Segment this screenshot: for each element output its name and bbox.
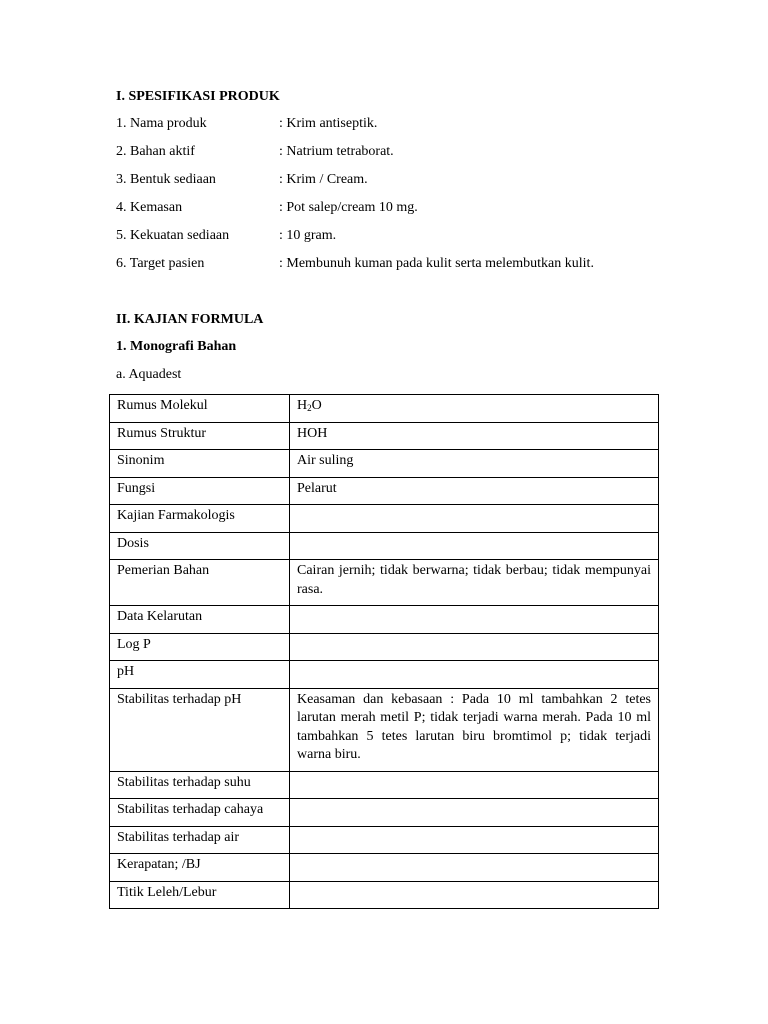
table-row xyxy=(110,771,659,799)
row-value: Pelarut xyxy=(290,477,659,505)
monograph-table xyxy=(109,394,659,909)
row-label: Rumus Molekul xyxy=(110,395,290,423)
row-label: Stabilitas terhadap suhu xyxy=(110,771,290,799)
row-value xyxy=(290,799,659,827)
row-label: Pemerian Bahan xyxy=(110,560,290,606)
row-value xyxy=(290,881,659,909)
spec-value: : Krim antiseptik. xyxy=(279,116,378,131)
table-row xyxy=(110,826,659,854)
spec-label: 5. Kekuatan sediaan xyxy=(116,228,230,243)
row-label: Stabilitas terhadap cahaya xyxy=(110,799,290,827)
row-value xyxy=(290,771,659,799)
section-title-kajian-formula: II. KAJIAN FORMULA xyxy=(116,312,264,327)
spec-value: : 10 gram. xyxy=(279,228,337,243)
row-value xyxy=(290,661,659,689)
row-value-formula xyxy=(290,395,659,423)
row-value xyxy=(290,606,659,634)
material-name: a. Aquadest xyxy=(116,367,182,382)
spec-value: : Krim / Cream. xyxy=(279,172,368,187)
row-label: Dosis xyxy=(110,532,290,560)
table-row xyxy=(110,450,659,478)
row-label: Titik Leleh/Lebur xyxy=(110,881,290,909)
table-row xyxy=(110,633,659,661)
table-row xyxy=(110,505,659,533)
spec-label: 1. Nama produk xyxy=(116,116,207,131)
spec-label: 3. Bentuk sediaan xyxy=(116,172,216,187)
spec-label: 6. Target pasien xyxy=(116,256,205,271)
row-label: Kerapatan; /BJ xyxy=(110,854,290,882)
spec-value: : Membunuh kuman pada kulit serta melembutkan kulit. xyxy=(279,256,594,271)
row-value xyxy=(290,854,659,882)
table-row xyxy=(110,477,659,505)
spec-label: 2. Bahan aktif xyxy=(116,144,195,159)
row-label: Stabilitas terhadap pH xyxy=(110,688,290,771)
row-label: Sinonim xyxy=(110,450,290,478)
spec-value: : Natrium tetraborat. xyxy=(279,144,394,159)
table-row xyxy=(110,661,659,689)
subsection-title-monografi: 1. Monografi Bahan xyxy=(116,339,237,354)
formula-tail: O xyxy=(311,398,322,413)
row-label: pH xyxy=(110,661,290,689)
row-value: HOH xyxy=(290,422,659,450)
row-value: Cairan jernih; tidak berwarna; tidak berbau; tidak mempunyai rasa. xyxy=(290,560,659,606)
table-row xyxy=(110,422,659,450)
table-row xyxy=(110,799,659,827)
row-label: Kajian Farmakologis xyxy=(110,505,290,533)
row-value xyxy=(290,826,659,854)
row-label: Rumus Struktur xyxy=(110,422,290,450)
row-label: Stabilitas terhadap air xyxy=(110,826,290,854)
section-title-spesifikasi: I. SPESIFIKASI PRODUK xyxy=(116,89,280,104)
table-row xyxy=(110,560,659,606)
formula-subscript: 2 xyxy=(307,403,312,413)
table-row xyxy=(110,606,659,634)
table-row xyxy=(110,395,659,423)
table-row xyxy=(110,881,659,909)
table-row xyxy=(110,688,659,771)
row-label: Fungsi xyxy=(110,477,290,505)
formula-main: H xyxy=(297,398,308,413)
row-value: Keasaman dan kebasaan : Pada 10 ml tambahkan 2 tetes larutan merah metil P; tidak terjadi warna merah. Pada 10 ml tambahkan 5 tetes larutan biru bromtimol p; tidak terjadi warna biru. xyxy=(290,688,659,771)
row-value xyxy=(290,532,659,560)
row-value xyxy=(290,633,659,661)
table-row xyxy=(110,854,659,882)
row-label: Data Kelarutan xyxy=(110,606,290,634)
spec-value: : Pot salep/cream 10 mg. xyxy=(279,200,418,215)
row-value xyxy=(290,505,659,533)
row-value: Air suling xyxy=(290,450,659,478)
row-label: Log P xyxy=(110,633,290,661)
spec-label: 4. Kemasan xyxy=(116,200,183,215)
table-row xyxy=(110,532,659,560)
